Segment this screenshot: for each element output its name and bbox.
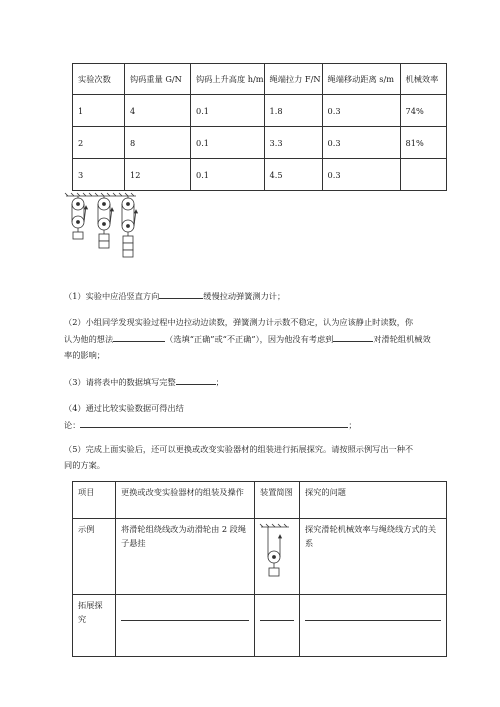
table-row [73,95,447,127]
table-cell: 0.1 [191,127,265,159]
answer-blank[interactable] [113,330,165,342]
table-cell: 12 [125,159,191,191]
header-cell: 机械效率 [400,64,446,95]
table-cell: 4 [125,95,191,127]
question-text: 率的影响； [64,350,105,360]
table-cell: 0.3 [322,127,400,159]
answer-blank[interactable] [80,416,348,428]
header-cell: 实验次数 [73,64,125,95]
question-text: ； [215,377,224,387]
table-header-row [73,482,447,519]
table-cell: 81% [400,127,446,159]
answer-blank[interactable] [176,373,216,385]
question-text: （选填“正确”或“不正确”），因为他没有考虑到 [165,334,334,344]
table-cell: 3 [73,159,125,191]
table-cell: 0.1 [191,159,265,191]
example-row [73,519,447,595]
diagram-answer-cell[interactable] [255,595,300,657]
question-text: ； [348,420,357,430]
table-header-row [73,64,447,95]
row-label: 拓展探究 [73,595,116,657]
question-5 [64,441,444,473]
operation-answer-cell[interactable] [116,595,255,657]
table-row [73,159,447,191]
header-cell: 探究的问题 [300,482,447,519]
table-cell: 0.1 [191,95,265,127]
pulley-setup-figure [64,192,140,272]
table-cell: 3.3 [264,127,322,159]
question-4 [64,400,444,433]
question-text: 缓慢拉动弹簧测力计； [203,291,286,301]
question-text: （2）小组同学发现实验过程中边拉动边读数，弹簧测力计示数不稳定，认为应该静止时读数，你 [64,317,414,327]
example-diagram-cell [255,519,300,595]
table-cell: 74% [400,95,446,127]
table-cell: 0.3 [322,95,400,127]
extension-row [73,595,447,657]
row-label: 示例 [73,519,116,595]
question-text: （5）完成上面实验后，还可以更换或改变实验器材的组装进行拓展探究。请按照示例写出一种不 [64,444,414,454]
header-cell: 钩码上升高度 h/m [191,64,265,95]
experiment-data-table [72,63,447,191]
question-text: 同的方案。 [64,460,105,470]
header-cell: 绳端拉力 F/N [264,64,322,95]
example-question: 探究滑轮机械效率与绳绕线方式的关系 [300,519,447,595]
extension-scheme-table [72,481,447,657]
table-row [73,127,447,159]
single-pulley-diagram [257,521,293,587]
question-1 [64,287,285,304]
answer-blank[interactable] [159,287,203,299]
table-cell: 2 [73,127,125,159]
example-operation: 将滑轮组绕线改为动滑轮由 2 段绳子悬挂 [116,519,255,595]
question-text: 认为他的想法 [64,334,114,344]
question-2 [64,314,444,363]
header-cell: 绳端移动距离 s/m [322,64,400,95]
question-text: （4）通过比较实验数据可得出结 [64,403,184,413]
question-text: （1）实验中应沿竖直方向 [64,291,160,301]
table-cell: 4.5 [264,159,322,191]
table-cell: 8 [125,127,191,159]
question-text: （3）请将表中的数据填写完整 [64,377,176,387]
header-cell: 钩码重量 G/N [125,64,191,95]
question-answer-cell[interactable] [300,595,447,657]
question-text: 论： [64,420,81,430]
header-cell: 项目 [73,482,116,519]
answer-blank[interactable] [333,330,373,342]
header-cell: 装置简图 [255,482,300,519]
table-cell: 1.8 [264,95,322,127]
header-cell: 更换或改变实验器材的组装及操作 [116,482,255,519]
question-3 [64,373,224,390]
table-cell: 0.3 [322,159,400,191]
efficiency-answer-cell[interactable] [400,159,446,191]
question-text: 对滑轮组机械效 [373,334,431,344]
table-cell: 1 [73,95,125,127]
